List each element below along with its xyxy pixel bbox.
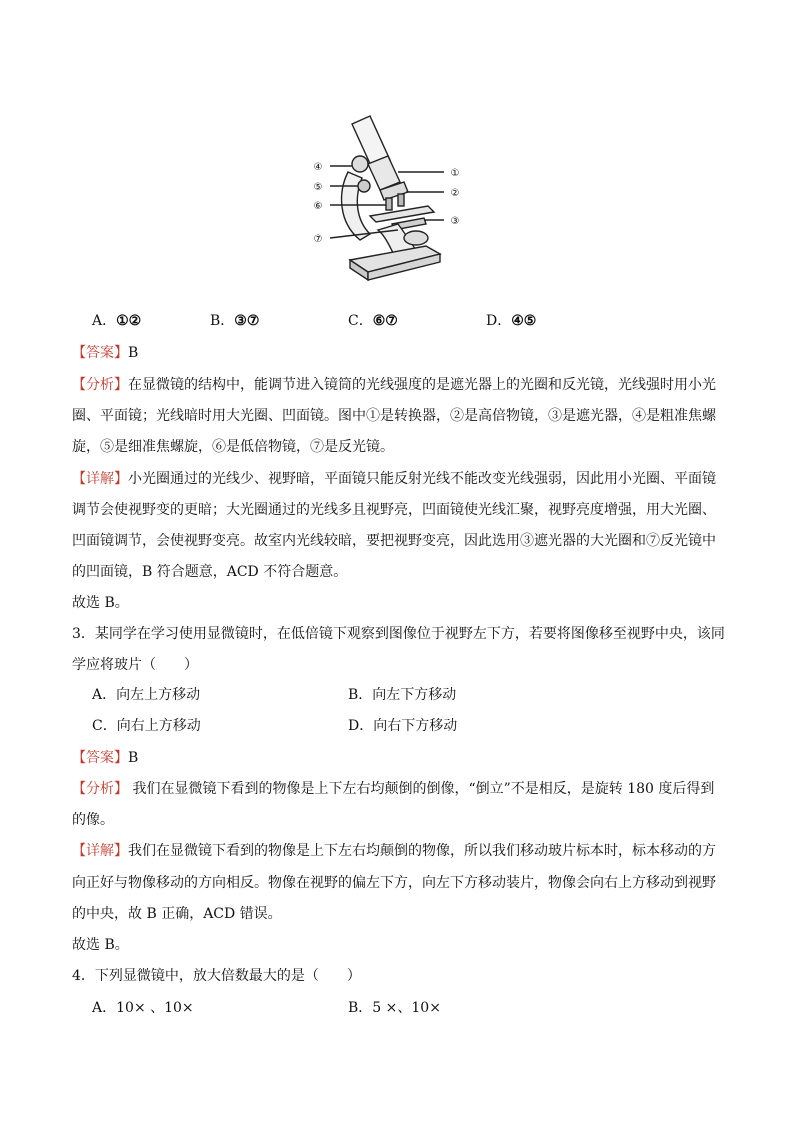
q4-stem: 4．下列显微镜中，放大倍数最大的是（ ）	[72, 968, 361, 984]
figure-label-3: ③	[450, 216, 460, 227]
q2-option-b: B．③⑦	[210, 313, 260, 329]
figure-label-5: ⑤	[313, 182, 323, 193]
q4-option-a: A．10× 、10×	[92, 1000, 194, 1016]
q4-option-b: B．5 ×、10×	[348, 1000, 441, 1016]
q3-analysis-line-1: 【分析】 我们在显微镜下看到的物像是上下左右均颠倒的倒像，“倒立”不是相反，是旋转 180 度后得到	[72, 781, 715, 797]
q2-conclusion: 故选 B。	[72, 595, 129, 611]
q2-detail-line-1: 【详解】小光圈通过的光线少、视野暗，平面镜只能反射光线不能改变光线强弱，因此用小光圈、平面镜	[72, 471, 716, 487]
q3-option-b: B．向左下方移动	[348, 687, 457, 703]
q2-detail-line-2: 调节会使视野变的更暗；大光圈通过的光线多且视野亮，凹面镜使光线汇聚，视野亮度增强，用大光圈、	[72, 502, 716, 518]
q2-answer: 【答案】B	[72, 345, 139, 361]
figure-label-1: ①	[450, 168, 460, 179]
figure-label-2: ②	[450, 188, 460, 199]
q3-detail-line-3: 的中央，故 B 正确，ACD 错误。	[72, 906, 282, 922]
q2-analysis-line-2: 圈、平面镜；光线暗时用大光圈、凹面镜。图中①是转换器，②是高倍物镜，③是遮光器，④是粗准焦螺	[72, 408, 716, 424]
q2-analysis-line-1: 【分析】在显微镜的结构中，能调节进入镜筒的光线强度的是遮光器上的光圈和反光镜，光线强时用小光	[72, 377, 716, 393]
q2-option-d: D．④⑤	[486, 313, 537, 329]
q3-option-a: A．向左上方移动	[92, 687, 201, 703]
q2-detail-line-3: 凹面镜调节，会使视野变亮。故室内光线较暗，要把视野变亮，因此选用③遮光器的大光圈和⑦反光镜中	[72, 533, 716, 549]
q3-option-d: D．向右下方移动	[348, 718, 458, 734]
q3-stem-line-1: 3．某同学在学习使用显微镜时，在低倍镜下观察到图像位于视野左下方，若要将图像移至视野中央，该同	[72, 626, 725, 642]
q2-option-c: C．⑥⑦	[348, 313, 398, 329]
q3-option-c: C．向右上方移动	[92, 718, 201, 734]
q2-option-a: A．①②	[92, 313, 142, 329]
q2-analysis-line-3: 旋，⑤是细准焦螺旋，⑥是低倍物镜，⑦是反光镜。	[72, 439, 394, 455]
figure-label-4: ④	[313, 162, 323, 173]
figure-label-7: ⑦	[313, 234, 323, 245]
q3-conclusion: 故选 B。	[72, 937, 129, 953]
q3-detail-line-2: 向正好与物像移动的方向相反。物像在视野的偏左下方，向左下方移动装片，物像会向右上方移动到视野	[72, 875, 716, 891]
q3-stem-line-2: 学应将玻片（ ）	[72, 657, 198, 673]
q2-detail-line-4: 的凹面镜，B 符合题意，ACD 不符合题意。	[72, 564, 348, 580]
q3-analysis-line-2: 的像。	[72, 812, 114, 828]
figure-label-6: ⑥	[313, 201, 323, 212]
q3-detail-line-1: 【详解】我们在显微镜下看到的物像是上下左右均颠倒的物像，所以我们移动玻片标本时，标本移动的方	[72, 843, 716, 859]
q3-answer: 【答案】B	[72, 750, 139, 766]
microscope-figure	[308, 112, 473, 282]
